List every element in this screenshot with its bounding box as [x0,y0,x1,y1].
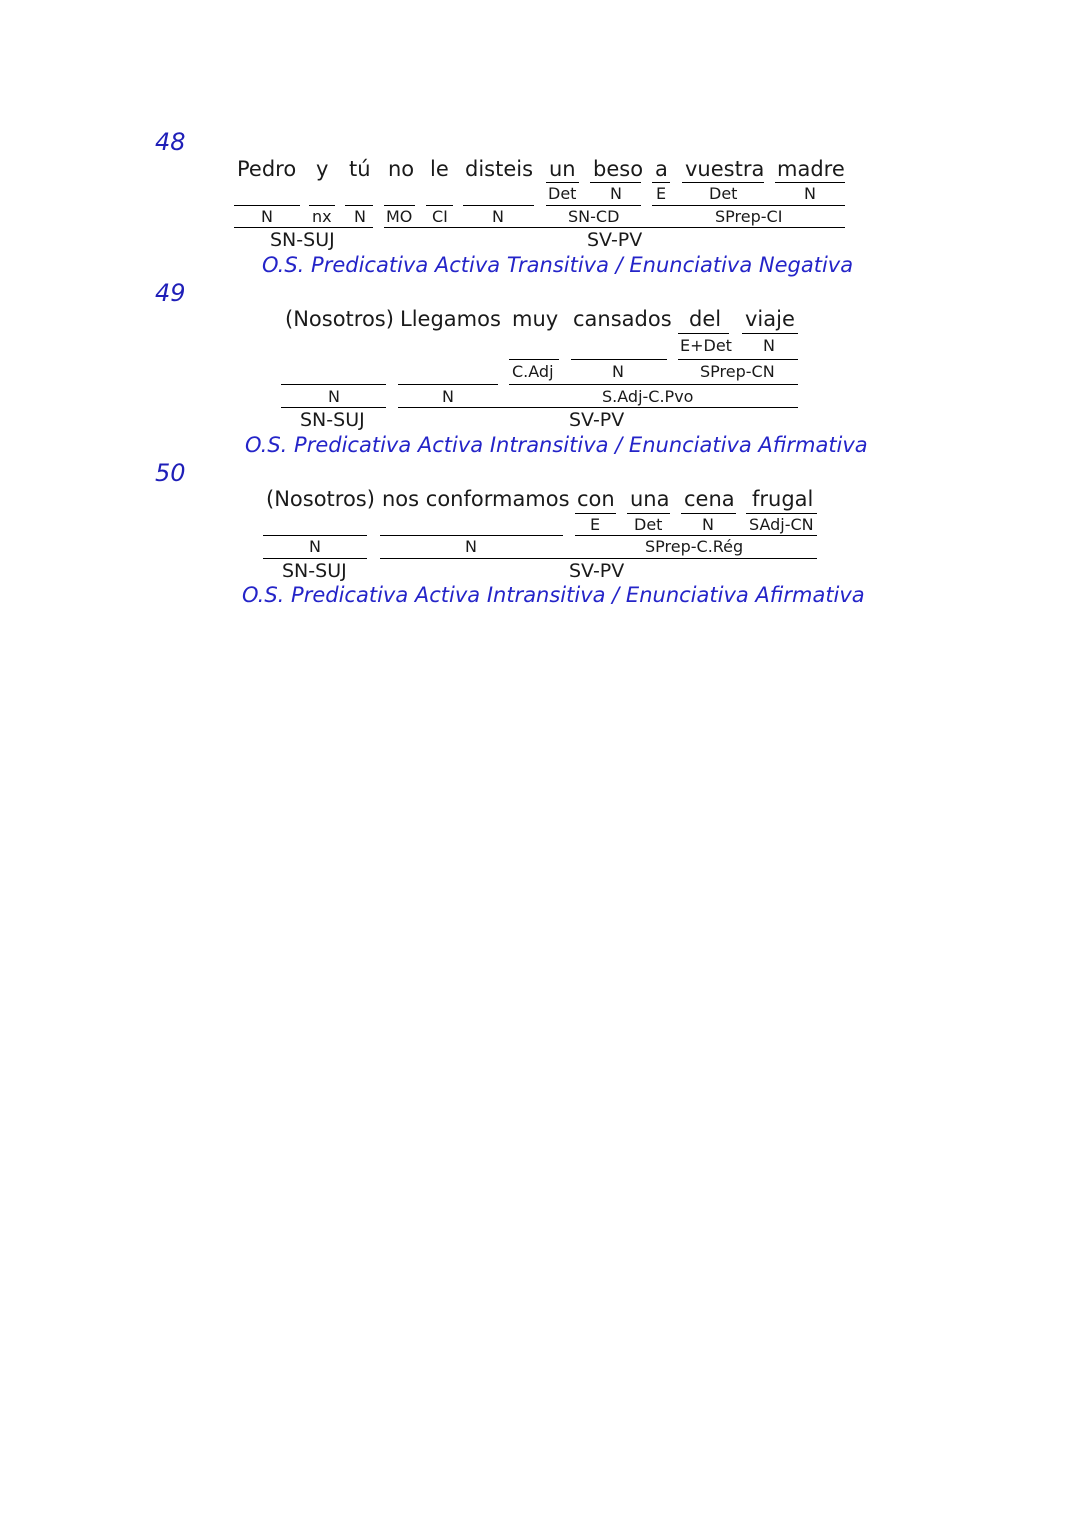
word: no [388,157,415,181]
sentence-classification: O.S. Predicativa Activa Intransitiva / Enunciativa Afirmativa [242,583,865,607]
syntax-label: N [354,207,366,226]
word: (Nosotros) [285,307,394,331]
syntax-label: SN-SUJ [300,409,365,431]
syntax-label: E [590,515,601,534]
bracket-line [546,205,641,206]
bracket-line [678,333,729,334]
bracket-line [509,384,798,385]
syntax-label: N [610,184,622,203]
syntax-label: CI [432,207,448,226]
bracket-line [681,513,736,514]
syntax-label: N [309,537,321,556]
bracket-line [775,182,845,183]
bracket-line [384,205,415,206]
word: una [630,487,670,511]
bracket-line [309,205,335,206]
word: vuestra [685,157,765,181]
word: cansados [573,307,672,331]
word: le [430,157,449,181]
bracket-line [746,513,817,514]
bracket-line [590,182,641,183]
sentence-classification: O.S. Predicativa Activa Intransitiva / Enunciativa Afirmativa [245,433,868,457]
bracket-line [380,535,563,536]
syntax-label: N [442,387,454,406]
word: (Nosotros) [266,487,375,511]
bracket-line [380,558,817,559]
syntax-label: N [465,537,477,556]
bracket-line [398,384,498,385]
word: madre [777,157,845,181]
exercise-number: 48 [155,128,186,156]
bracket-line [263,535,367,536]
bracket-line [234,227,373,228]
syntax-label: N [328,387,340,406]
bracket-line [281,384,386,385]
syntax-label: N [492,207,504,226]
sentence-classification: O.S. Predicativa Activa Transitiva / Enunciativa Negativa [262,253,854,277]
bracket-line [426,205,453,206]
syntax-label: SV-PV [569,409,625,431]
syntax-label: SAdj-CN [749,515,814,534]
syntax-label: Det [709,184,738,203]
bracket-line [742,333,798,334]
syntax-label: Det [548,184,577,203]
syntax-label: SPrep-CI [715,207,783,226]
bracket-line [627,513,670,514]
bracket-line [345,205,373,206]
syntax-label: SN-SUJ [282,560,347,582]
bracket-line [652,205,845,206]
syntax-label: Det [634,515,663,534]
bracket-line [575,513,616,514]
word: y [316,157,329,181]
syntax-label: SN-SUJ [270,229,335,251]
exercise-number: 50 [155,459,186,487]
bracket-line [682,182,764,183]
bracket-line [263,558,367,559]
bracket-line [652,182,670,183]
syntax-label: SN-CD [568,207,620,226]
syntax-label: C.Adj [512,362,554,381]
bracket-line [234,205,300,206]
syntax-label: MO [386,207,413,226]
bracket-line [281,407,386,408]
bracket-line [575,535,817,536]
syntax-label: SV-PV [569,560,625,582]
syntax-label: N [702,515,714,534]
syntax-label: S.Adj-C.Pvo [602,387,694,406]
bracket-line [571,359,667,360]
syntax-label: nx [312,207,332,226]
word: un [549,157,576,181]
bracket-line [384,227,845,228]
word: beso [593,157,644,181]
bracket-line [546,182,579,183]
word: nos conformamos [382,487,570,511]
syntax-label: SPrep-CN [700,362,775,381]
word: tú [349,157,371,181]
word: del [689,307,722,331]
word: disteis [465,157,534,181]
syntax-label: E+Det [680,336,732,355]
word: a [655,157,668,181]
word: con [577,487,615,511]
syntax-label: N [261,207,273,226]
word: Llegamos [400,307,501,331]
exercise-number: 49 [155,279,186,307]
bracket-line [509,359,559,360]
syntax-label: SV-PV [587,229,643,251]
bracket-line [398,407,798,408]
syntax-label: N [804,184,816,203]
syntax-label: SPrep-C.Rég [645,537,744,556]
syntax-label: N [612,362,624,381]
word: viaje [745,307,795,331]
word: Pedro [237,157,297,181]
word: cena [684,487,735,511]
syntax-label: N [763,336,775,355]
bracket-line [463,205,534,206]
word: muy [512,307,559,331]
bracket-line [678,359,798,360]
syntax-label: E [656,184,667,203]
word: frugal [752,487,814,511]
